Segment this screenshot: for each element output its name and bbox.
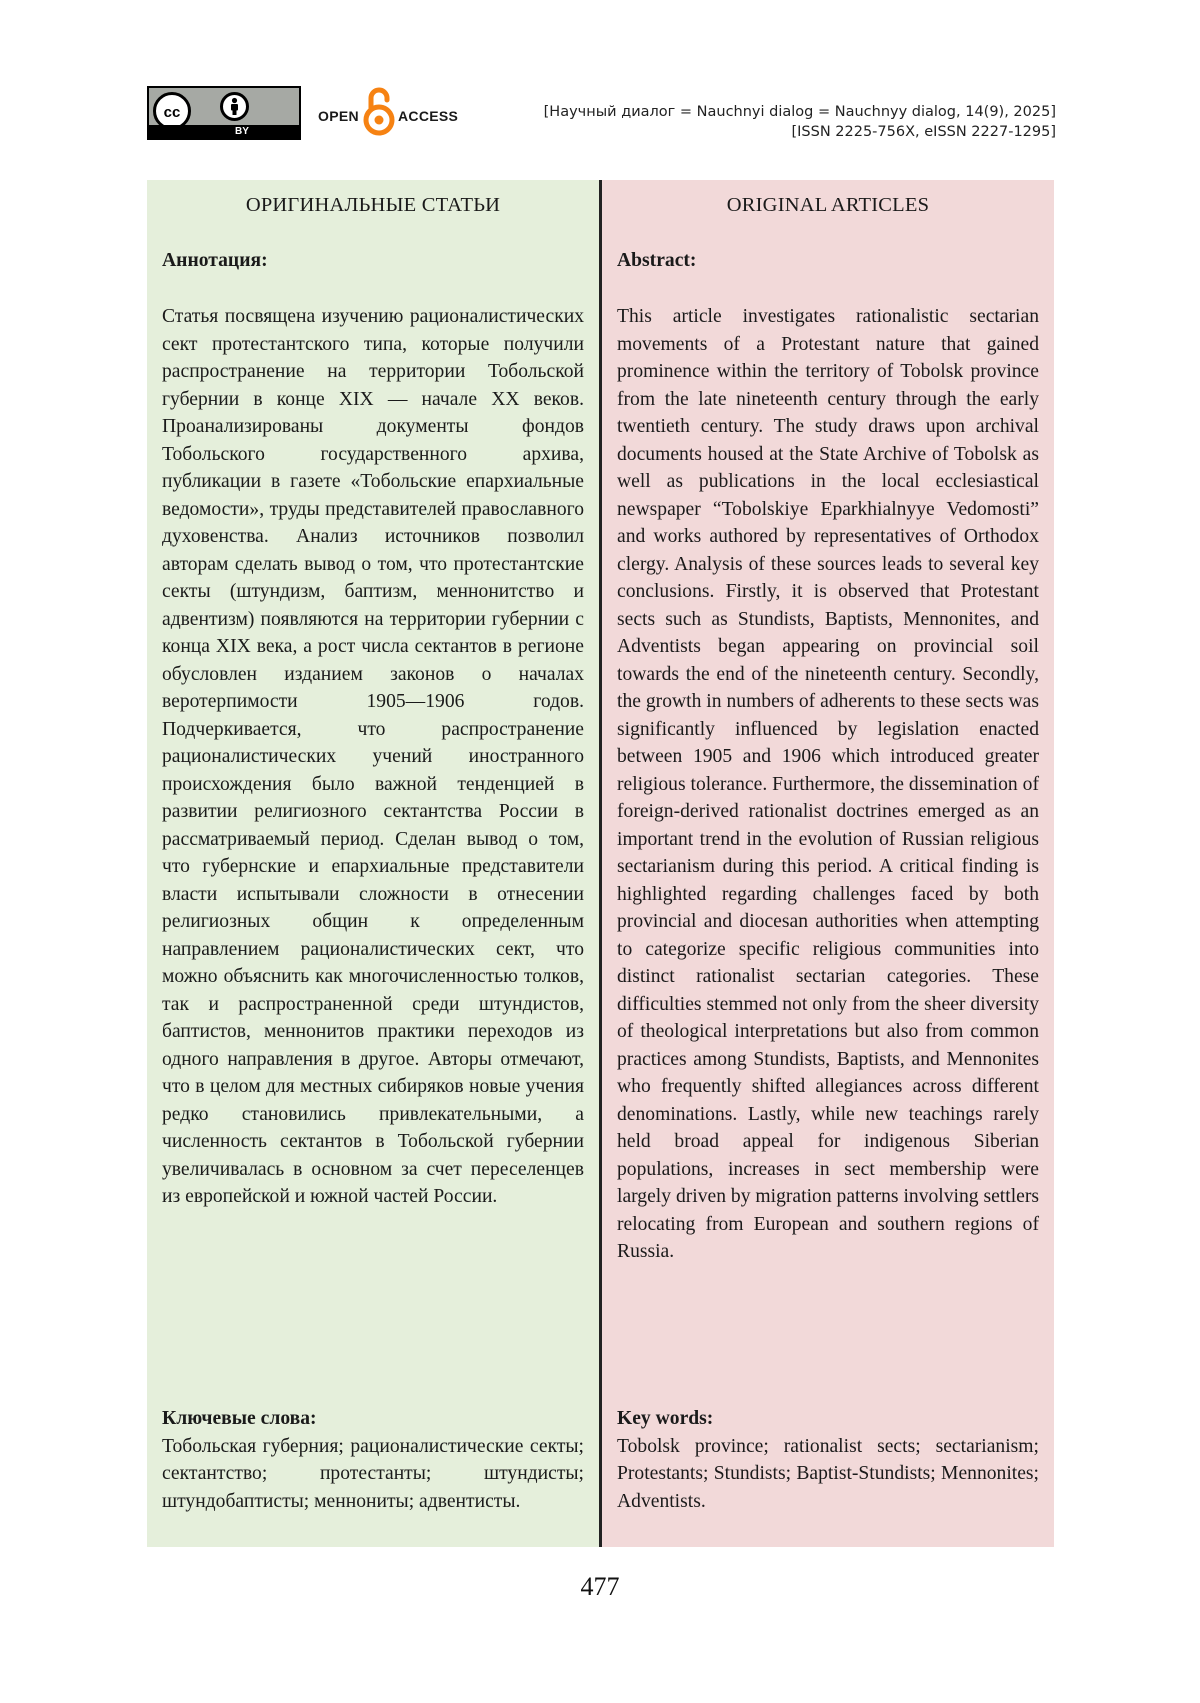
ru-section-title: ОРИГИНАЛЬНЫЕ СТАТЬИ: [245, 194, 501, 216]
russian-abstract-column: [147, 180, 599, 1547]
open-access-right-text: ACCESS: [398, 108, 459, 124]
en-keywords-block: [617, 1405, 1039, 1515]
citation-line-2: [ISSN 2225-756X, eISSN 2227-1295]: [791, 124, 1056, 140]
open-access-lock-icon: [361, 86, 397, 136]
en-abstract-text: This article investigates rationalistic sectarian movements of a Protestant nature that gained prominence within the territory of Tobolsk province from the late nineteenth century through the early twentieth century. The study draws upon archival documents housed at the State Archive of Tobolsk as well as publications in the local ecclesiastical newspaper “Tobolskiye Eparkhialnyye Vedomosti” and works authored by representatives of Orthodox clergy. Analysis of these sources leads to several key conclusions. Firstly, it is observed that Protestant sects such as Stundists, Baptists, Mennonites, and Adventists began appearing on provincial soil towards the end of the nineteenth century. Secondly, the growth in numbers of adherents to these sects was significantly influenced by legislation enacted between 1905 and 1906 which introduced greater religious tolerance. Furthermore, the dissemination of foreign-derived rationalist doctrines emerged as an important trend in the evolution of Russian religious sectarianism during this period. A critical finding is highlighted regarding challenges faced by both provincial and diocesan authorities when attempting to categorize specific religious communities into distinct rationalist sectarian categories. These difficulties stemmed not only from the sheer diversity of theological interpretations but also from common practices among Stundists, Baptists, and Mennonites who frequently shifted allegiances across different denominations. Lastly, while new teachings rarely held broad appeal for indigenous Siberian populations, increases in sect membership were largely driven by migration patterns involving settlers relocating from European and southern regions of Russia.: [617, 306, 1039, 1262]
ru-abstract-text: Статья посвящена изучению рационалистических сект протестантского типа, которые получили распространение на территории Тобольской губернии в конце XIX — начале XX веков. Проанализированы документы фондов Тобольского государственного архива, публикации в газете «Тобольские епархиальные ведомости», труды представителей православного духовенства. Анализ источников позволил авторам сделать вывод о том, что протестантские секты (штундизм, баптизм, меннонитство и адвентизм) появляются на территории губернии с конца XIX века, а рост числа сектантов в регионе обусловлен изданием законов о началах веротерпимости 1905—1906 годов. Подчеркивается, что распространение рационалистических учений иностранного происхождения было важной тенденцией в развитии религиозного сектантства России в рассматриваемый период. Сделан вывод о том, что губернские и епархиальные представители власти испытывали сложности в отнесении религиозных общин к определенным направлением рационалистических сект, что можно объяснить как многочисленностью толков, так и распространенной среди штундистов, баптистов, меннонитов практики переходов из одного направления в другое. Авторы отмечают, что в целом для местных сибиряков новые учения редко становились привлекательными, а численность сектантов в Тобольской губернии увеличивалась в основном за счет переселенцев из европейской и южной частей России.: [162, 306, 584, 1207]
journal-citation: [544, 102, 1056, 142]
citation-line-1: [Научный диалог = Nauchnyi dialog = Nauchnyy dialog, 14(9), 2025]: [543, 104, 1056, 120]
english-abstract-column: [602, 180, 1054, 1547]
ru-keywords-label: Ключевые слова:: [162, 1408, 317, 1429]
en-section-title: ORIGINAL ARTICLES: [726, 194, 930, 216]
svg-text:cc: cc: [163, 104, 181, 121]
en-keywords-label: Key words:: [617, 1408, 714, 1429]
license-badge-label: BY: [149, 125, 299, 138]
page-number: 477: [580, 1572, 620, 1601]
open-access-left-text: OPEN: [318, 108, 359, 124]
en-keywords-text: Tobolsk province; rationalist sects; sectarianism; Protestants; Stundists; Baptist-Stundists; Mennonites; Adventists.: [617, 1435, 1039, 1512]
attribution-icon: [220, 92, 249, 121]
en-abstract-label: Abstract:: [617, 250, 697, 271]
open-access-logo[interactable]: [318, 86, 458, 140]
ru-keywords-text: Тобольская губерния; рационалистические секты; сектантство; протестанты; штундисты; штундобаптисты; меннониты; адвентисты.: [162, 1435, 584, 1512]
ru-keywords-block: [162, 1405, 584, 1515]
ru-abstract-label: Аннотация:: [162, 250, 268, 271]
cc-by-license-badge[interactable]: [147, 86, 301, 140]
